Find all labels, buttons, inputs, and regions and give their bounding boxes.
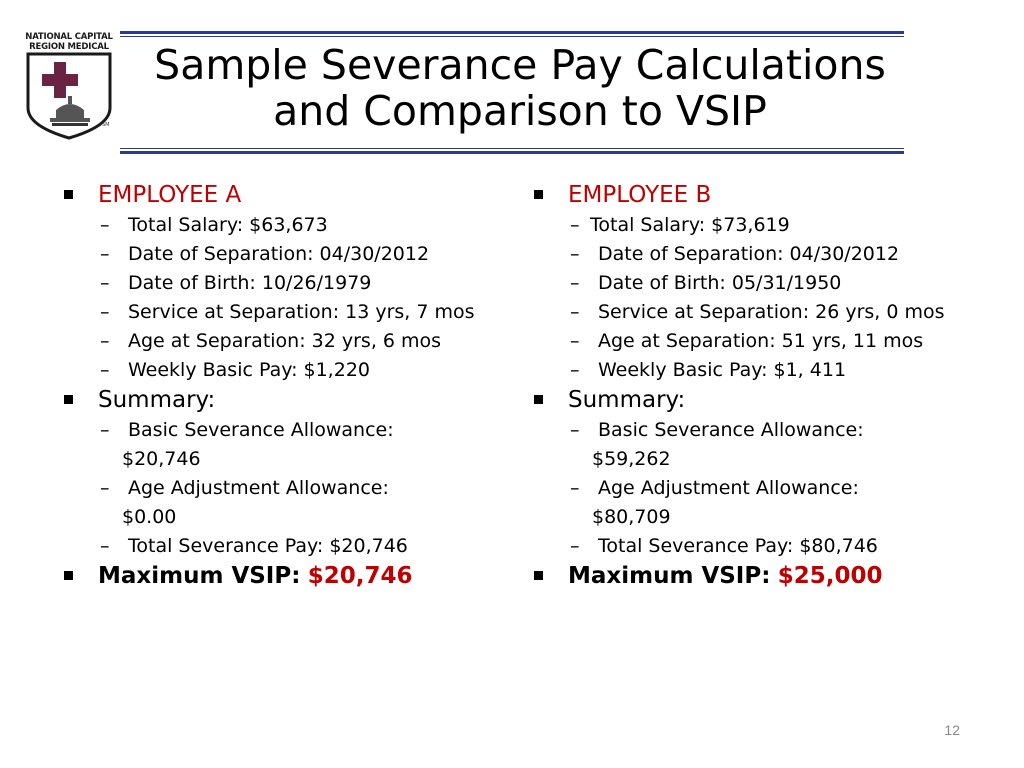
employee-b-heading: EMPLOYEE B [568,182,712,208]
employee-a-column [62,180,502,592]
logo-service-mark: SM [102,122,110,128]
square-bullet-icon [534,571,543,580]
detail-text: Age at Separation: 32 yrs, 6 mos [128,330,442,352]
title-rule-bottom-thin [120,148,904,149]
slide-title-line2: and Comparison to VSIP [273,87,767,135]
summary-item: – Age Adjustment Allowance: $0.00 [62,474,502,532]
summary-label: Basic Severance Allowance: [598,419,864,441]
summary-label: Age Adjustment Allowance: [598,477,859,499]
detail-text: Total Salary: $73,619 [590,214,790,236]
detail-text: Weekly Basic Pay: $1,220 [128,359,370,381]
nca-medical-logo [22,30,116,140]
summary-item: – Total Severance Pay: $80,746 [570,535,878,557]
detail-text: Date of Separation: 04/30/2012 [598,243,900,265]
summary-value: $80,709 [592,506,671,528]
summary-heading-item [62,385,502,416]
detail-text: Date of Separation: 04/30/2012 [128,243,430,265]
detail-item: – Date of Birth: 10/26/1979 [100,272,372,294]
summary-label: Total Severance Pay: $80,746 [598,535,878,557]
slide-title-line1: Sample Severance Pay Calculations [154,41,886,89]
summary-label: Basic Severance Allowance: [128,419,394,441]
square-bullet-icon [534,190,543,199]
detail-text: Service at Separation: 13 yrs, 7 mos [128,301,475,323]
detail-text: Age at Separation: 51 yrs, 11 mos [598,330,924,352]
slide-title [120,42,920,134]
detail-text: Date of Birth: 10/26/1979 [128,272,372,294]
employee-b-column [532,180,972,592]
summary-label: Age Adjustment Allowance: [128,477,389,499]
detail-item: – Date of Separation: 04/30/2012 [570,243,900,265]
max-vsip-value: $25,000 [777,563,883,589]
employee-b-heading-item [532,180,972,211]
title-rule-top-thin [120,36,904,37]
summary-item: – Basic Severance Allowance: $59,262 [532,416,972,474]
detail-text: Weekly Basic Pay: $1, 411 [598,359,847,381]
detail-item: – Age at Separation: 32 yrs, 6 mos [100,330,442,352]
summary-label: Total Severance Pay: $20,746 [128,535,408,557]
summary-value: $59,262 [592,448,671,470]
detail-text: Service at Separation: 26 yrs, 0 mos [598,301,945,323]
title-rule-bottom [120,151,904,154]
title-rule-top [120,31,904,34]
summary-value: $0.00 [122,506,177,528]
summary-value: $20,746 [122,448,201,470]
logo-text-line1: NATIONAL CAPITAL [25,32,113,42]
max-vsip-item [62,561,502,592]
detail-item: – Service at Separation: 13 yrs, 7 mos [100,301,475,323]
detail-item: – Service at Separation: 26 yrs, 0 mos [570,301,945,323]
summary-item: – Basic Severance Allowance: $20,746 [62,416,502,474]
detail-item: – Total Salary: $73,619 [570,214,790,236]
square-bullet-icon [64,395,73,404]
detail-item: – Total Salary: $63,673 [100,214,328,236]
page-number: 12 [944,722,960,738]
detail-item: – Date of Birth: 05/31/1950 [570,272,842,294]
summary-item: – Age Adjustment Allowance: $80,709 [532,474,972,532]
square-bullet-icon [64,571,73,580]
detail-text: Date of Birth: 05/31/1950 [598,272,842,294]
summary-heading: Summary: [568,387,686,413]
logo-text-line2: REGION MEDICAL [29,42,109,52]
summary-heading-item [532,385,972,416]
square-bullet-icon [64,190,73,199]
detail-item: – Age at Separation: 51 yrs, 11 mos [570,330,924,352]
square-bullet-icon [534,395,543,404]
max-vsip-item [532,561,972,592]
employee-a-heading: EMPLOYEE A [98,182,242,208]
detail-text: Total Salary: $63,673 [128,214,328,236]
detail-item: – Weekly Basic Pay: $1, 411 [570,359,847,381]
max-vsip-label: Maximum VSIP: [98,563,301,589]
detail-item: – Weekly Basic Pay: $1,220 [100,359,370,381]
employee-a-heading-item [62,180,502,211]
summary-heading: Summary: [98,387,216,413]
detail-item: – Date of Separation: 04/30/2012 [100,243,430,265]
max-vsip-value: $20,746 [307,563,413,589]
summary-item: – Total Severance Pay: $20,746 [100,535,408,557]
max-vsip-label: Maximum VSIP: [568,563,771,589]
